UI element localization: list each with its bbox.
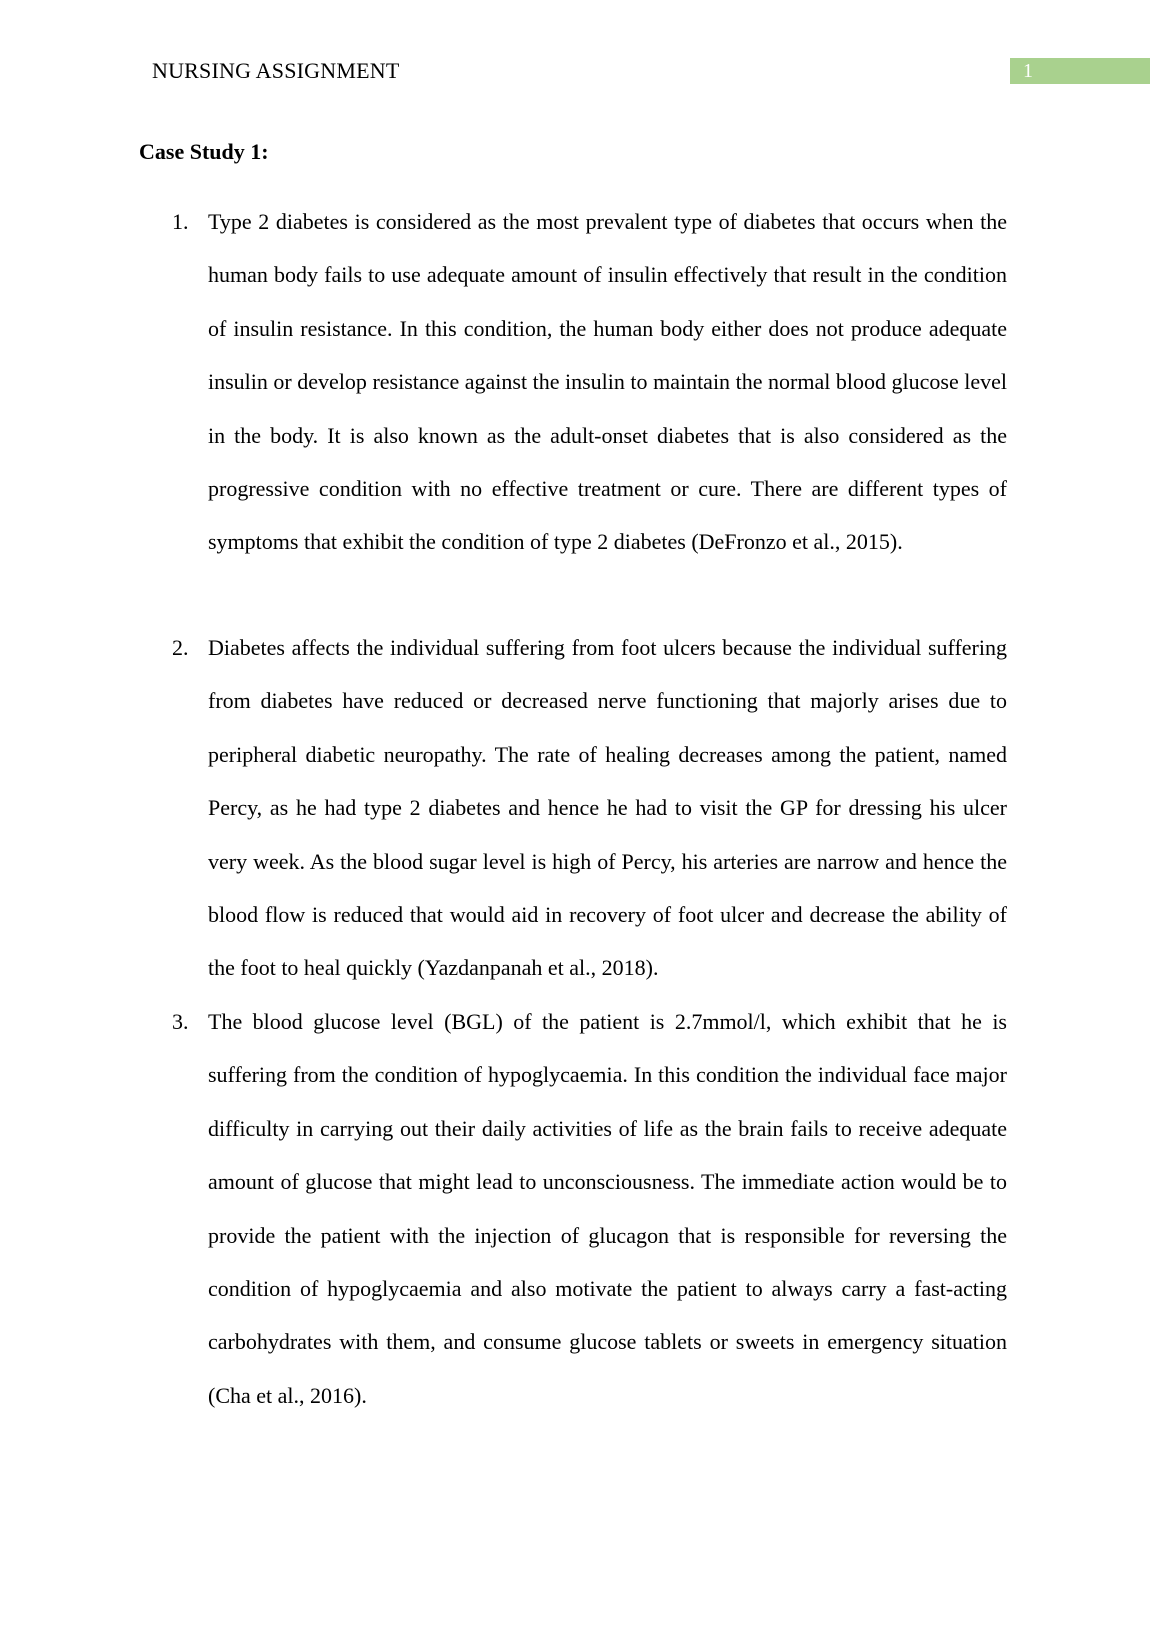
page-number: 1 [1023,60,1033,82]
list-item-number: 1. [172,209,189,234]
running-header-title: NURSING ASSIGNMENT [152,58,400,83]
list-item-text: Type 2 diabetes is considered as the most prevalent type of diabetes that occurs when the human body fails to use adequate amount of insulin effectively that result in the condition of insulin resistance. In this condition, the human body either does not produce adequate insulin or develop resistance against the insulin to maintain the normal blood glucose level in the body. It is also known as the adult-onset diabetes that is also considered as the progressive condition with no effective treatment or cure. There are different types of symptoms that exhibit the condition of type 2 diabetes (DeFronzo et al., 2015). [208,209,1007,555]
list-item-text: The blood glucose level (BGL) of the patient is 2.7mmol/l, which exhibit that he is suffering from the condition of hypoglycaemia. In this condition the individual face major difficulty in carrying out their daily activities of life as the brain fails to receive adequate amount of glucose that might lead to unconsciousness. The immediate action would be to provide the patient with the injection of glucagon that is responsible for reversing the condition of hypoglycaemia and also motivate the patient to always carry a fast-acting carbohydrates with them, and consume glucose tablets or sweets in emergency situation (Cha et al., 2016). [208,1009,1007,1408]
list-item-number: 3. [172,1009,189,1034]
list-item-text: Diabetes affects the individual suffering from foot ulcers because the individual suffering from diabetes have reduced or decreased nerve functioning that majorly arises due to peripheral diabetic neuropathy. The rate of healing decreases among the patient, named Percy, as he had type 2 diabetes and hence he had to visit the GP for dressing his ulcer very week. As the blood sugar level is high of Percy, his arteries are narrow and hence the blood flow is reduced that would aid in recovery of foot ulcer and decrease the ability of the foot to heal quickly (Yazdanpanah et al., 2018). [208,635,1007,981]
section-heading: Case Study 1: [139,139,269,164]
list-item-number: 2. [172,635,189,660]
page-number-badge [1010,58,1150,84]
